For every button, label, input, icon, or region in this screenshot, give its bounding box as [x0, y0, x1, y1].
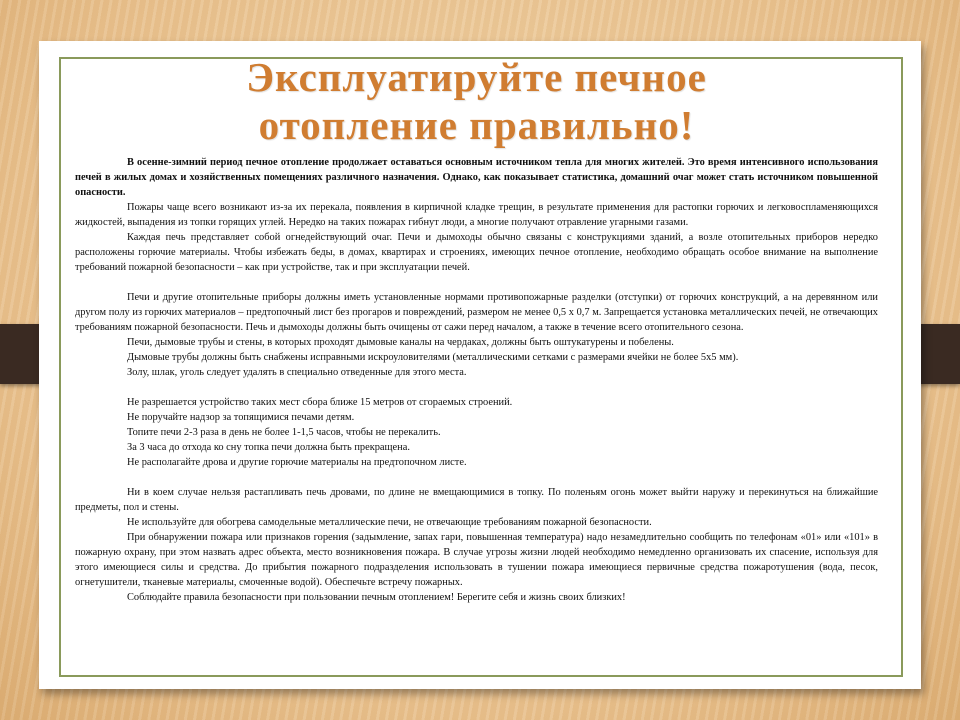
poster-content	[75, 53, 878, 605]
title-line-1: Эксплуатируйте печное	[246, 54, 707, 100]
body-paragraph: Не используйте для обогрева самодельные металлические печи, не отвечающие требованиям пожарной безопасности.	[127, 517, 652, 528]
body-paragraph: Золу, шлак, уголь следует удалять в специально отведенные для этого места.	[127, 367, 467, 378]
body-paragraph: Пожары чаще всего возникают из-за их перекала, появления в кирпичной кладке трещин, в результате применения для растопки горючих и легковоспламеняющихся жидкостей, выпадения из топки горящих углей. Нередко на таких пожарах гибнут люди, а многие получают отравление угарными газами.	[75, 202, 878, 228]
body-paragraph: Дымовые трубы должны быть снабжены исправными искроуловителями (металлическими сетками с размерами ячейки не более 5х5 мм).	[127, 352, 739, 363]
body-paragraph: При обнаружении пожара или признаков горения (задымление, запах гари, повышенная температура) надо незамедлительно сообщить по телефонам «01» или «101» в пожарную охрану, при этом назвать адрес объекта, место возникновения пожара. В случае угрозы жизни людей необходимо немедленно организовать их спасение, используя для этого имеющиеся силы и средства. До прибытия пожарного подразделения использовать в тушении пожара имеющиеся первичные средства пожаротушения (вода, песок, огнетушители, тканевые материалы, смоченные водой). Обеспечьте встречу пожарных.	[75, 532, 878, 588]
title-line-2: отопление правильно!	[258, 102, 695, 148]
body-paragraph: Ни в коем случае нельзя растапливать печь дровами, по длине не вмещающимися в топку. По поленьям огонь может выйти наружу и перекинуться на ближайшие предметы, пол и стены.	[75, 487, 878, 513]
body-paragraph: Печи и другие отопительные приборы должны иметь установленные нормами противопожарные разделки (отступки) от горючих конструкций, а на деревянном или другом полу из горючих материалов – предтопочный лист без прогаров и повреждений, размером не менее 0,5 х 0,7 м. Запрещается установка металлических печей, не отвечающих требованиям пожарной безопасности. Печь и дымоходы должны быть очищены от сажи перед началом, а также в течение всего отопительного сезона.	[75, 292, 878, 333]
body-paragraph: Каждая печь представляет собой огнедействующий очаг. Печи и дымоходы обычно связаны с конструкциями зданий, а возле отопительных приборов нередко расположены горючие материалы. Чтобы избежать беды, в домах, квартирах и строениях, имеющих печное отопление, необходимо обращать особое внимание на выполнение требований пожарной безопасности – как при устройстве, так и при эксплуатации печей.	[75, 232, 878, 273]
body-paragraph: Не располагайте дрова и другие горючие материалы на предтопочном листе.	[127, 457, 467, 468]
body-paragraph: Не разрешается устройство таких мест сбора ближе 15 метров от сгораемых строений.	[127, 397, 513, 408]
body-paragraph: Печи, дымовые трубы и стены, в которых проходят дымовые каналы на чердаках, должны быть оштукатурены и побелены.	[127, 337, 674, 348]
poster-card	[39, 41, 921, 689]
paragraph-gap	[75, 275, 878, 290]
closing-paragraph: Соблюдайте правила безопасности при пользовании печным отоплением! Берегите себя и жизнь своих близких!	[127, 592, 626, 603]
body-paragraph: Топите печи 2-3 раза в день не более 1-1,5 часов, чтобы не перекалить.	[127, 427, 441, 438]
paragraph-gap	[75, 470, 878, 485]
body-paragraph: За 3 часа до отхода ко сну топка печи должна быть прекращена.	[127, 442, 410, 453]
paragraph-gap	[75, 380, 878, 395]
intro-paragraph: В осенне-зимний период печное отопление продолжает оставаться основным источником тепла для многих жителей. Это время интенсивного использования печей в жилых домах и хозяйственных помещениях различного назначения. Однако, как показывает статистика, домашний очаг может стать источником повышенной опасности.	[75, 157, 878, 198]
body-paragraph: Не поручайте надзор за топящимися печами детям.	[127, 412, 355, 423]
poster-title	[75, 53, 878, 149]
